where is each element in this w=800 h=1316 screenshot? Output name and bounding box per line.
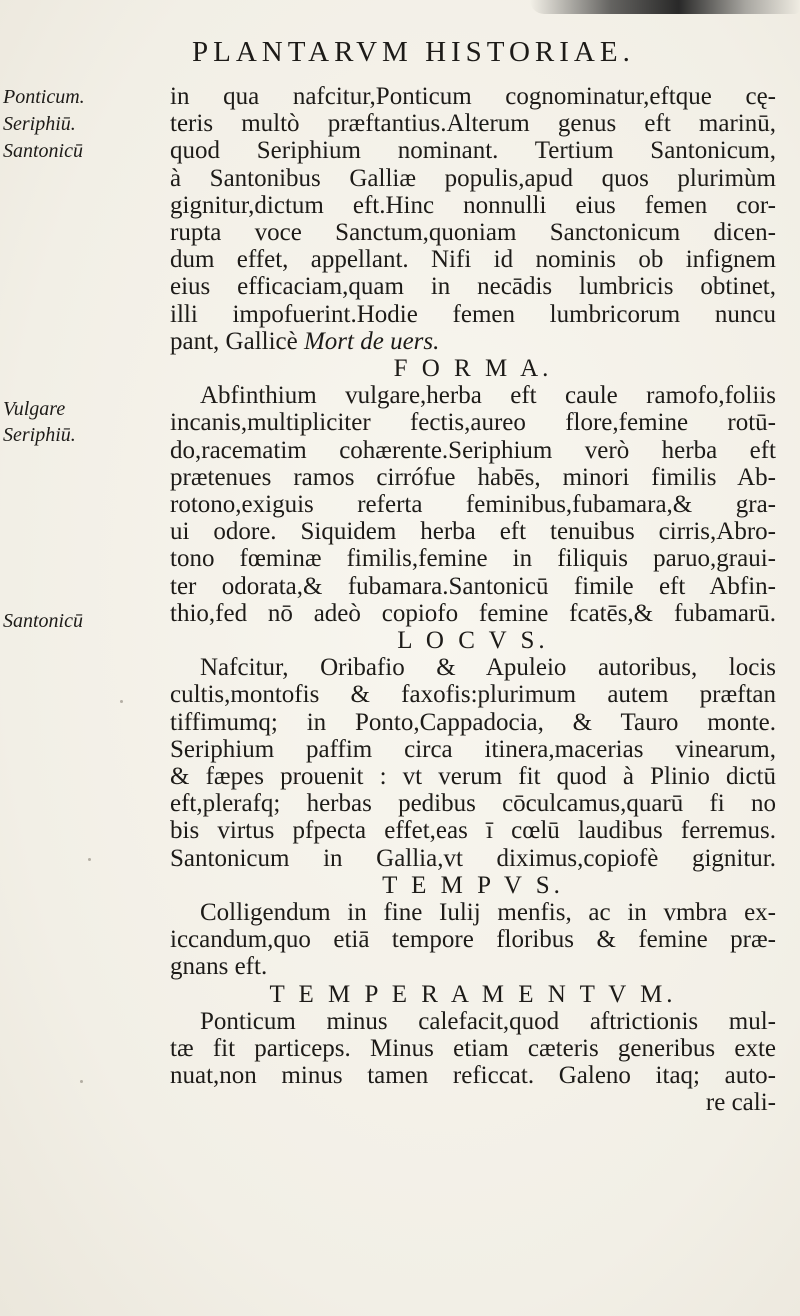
marginal-note: Seriphiū. xyxy=(3,113,76,135)
page-edge-stain xyxy=(530,0,800,14)
text-line: tono fœminæ fimilis,femine in filiquis paruo,graui- xyxy=(170,545,776,573)
section-heading: F O R M A. xyxy=(393,355,553,382)
text-line: dum effet, appellant. Nifi id nominis ob infignem xyxy=(170,246,776,274)
text-line: Abfinthium vulgare,herba eft caule ramofo,foliis xyxy=(200,382,776,410)
text-line: quod Seriphium nominant. Tertium Santonicum, xyxy=(170,137,776,165)
text-line: Nafcitur, Oribafio & Apuleio autoribus, locis xyxy=(200,654,776,682)
text-line: thio,fed nō adeò copiofo femine fcatēs,& fubamarū. xyxy=(170,599,776,627)
text-line: eius efficaciam,quam in necādis lumbricis obtinet, xyxy=(170,273,776,301)
marginal-note: Santonicū xyxy=(3,140,83,162)
section-heading: T E M P V S. xyxy=(382,871,564,899)
text-line: teris multò præftantius.Alterum genus eft marinū, xyxy=(170,110,776,138)
marginal-note: Vulgare xyxy=(3,398,66,420)
text-line: bis virtus pfpecta effet,eas ī cœlū laudibus ferremus. xyxy=(170,817,776,845)
text-line: ter odorata,& fubamara.Santonicū fimile eft Abfin- xyxy=(170,572,776,600)
section-heading: T E M P E R A M E N T V M. xyxy=(269,980,677,1008)
text-line: do,racematim cohærente.Seriphium verò herba eft xyxy=(170,436,776,464)
text-line: tæ fit particeps. Minus etiam cæteris generibus exte xyxy=(170,1035,776,1062)
text-line: incanis,multipliciter fectis,aureo flore,femine rotū- xyxy=(170,409,776,437)
text-line: Santonicum in Gallia,vt diximus,copiofè gignitur. xyxy=(170,844,776,872)
text-line: pant, Gallicè Mort de uers. xyxy=(170,327,440,355)
text-line: Colligendum in fine Iulij menfis, ac in vmbra ex- xyxy=(200,899,776,926)
text-line: re cali- xyxy=(705,1089,776,1117)
italic-phrase: Mort de uers. xyxy=(303,327,440,355)
running-head: PLANTARVM HISTORIAE. xyxy=(192,36,635,68)
text-line: nuat,non minus tamen reficcat. Galeno itaq; auto- xyxy=(170,1062,776,1090)
text-line: à Santonibus Galliæ populis,apud quos plurimùm xyxy=(170,164,776,192)
text-line: & fæpes prouenit : vt verum fit quod à Plinio dictū xyxy=(170,763,776,790)
text-line: rupta voce Sanctum,quoniam Sanctonicum dicen- xyxy=(170,219,776,246)
text-line: illi impofuerint.Hodie femen lumbricorum nuncu xyxy=(170,300,776,328)
text-line: gignitur,dictum eft.Hinc nonnulli eius femen cor- xyxy=(170,191,776,219)
marginal-note: Seriphiū. xyxy=(3,424,76,446)
text-line: tiffimumq; in Ponto,Cappadocia, & Tauro monte. xyxy=(170,708,776,736)
ink-speck xyxy=(80,1080,83,1083)
text-line: prætenues ramos cirrófue habēs, minori fimilis Ab- xyxy=(170,463,776,491)
text-line: iccandum,quo etiā tempore floribus & femine præ- xyxy=(170,926,776,954)
text-line: cultis,montofis & faxofis:plurimum autem præftan xyxy=(170,681,776,709)
text-line: gnans eft. xyxy=(170,953,268,981)
marginal-note: Santonicū xyxy=(3,610,83,632)
text-line: Seriphium paffim circa itinera,macerias vinearum, xyxy=(170,735,776,763)
text-line: ui odore. Siquidem herba eft tenuibus cirris,Abro- xyxy=(170,518,776,546)
text-line: Ponticum minus calefacit,quod aftrictionis mul- xyxy=(200,1007,776,1035)
text-line: eft,plerafq; herbas pedibus cōculcamus,quarū fi no xyxy=(170,790,776,818)
text-line: rotono,exiguis referta feminibus,fubamara,& gra- xyxy=(170,491,776,518)
ink-speck xyxy=(120,700,123,703)
marginal-note: Ponticum. xyxy=(3,86,85,108)
ink-speck xyxy=(88,858,91,861)
text-line: in qua nafcitur,Ponticum cognominatur,eftque cę- xyxy=(170,83,776,110)
section-heading: L O C V S. xyxy=(397,627,549,654)
